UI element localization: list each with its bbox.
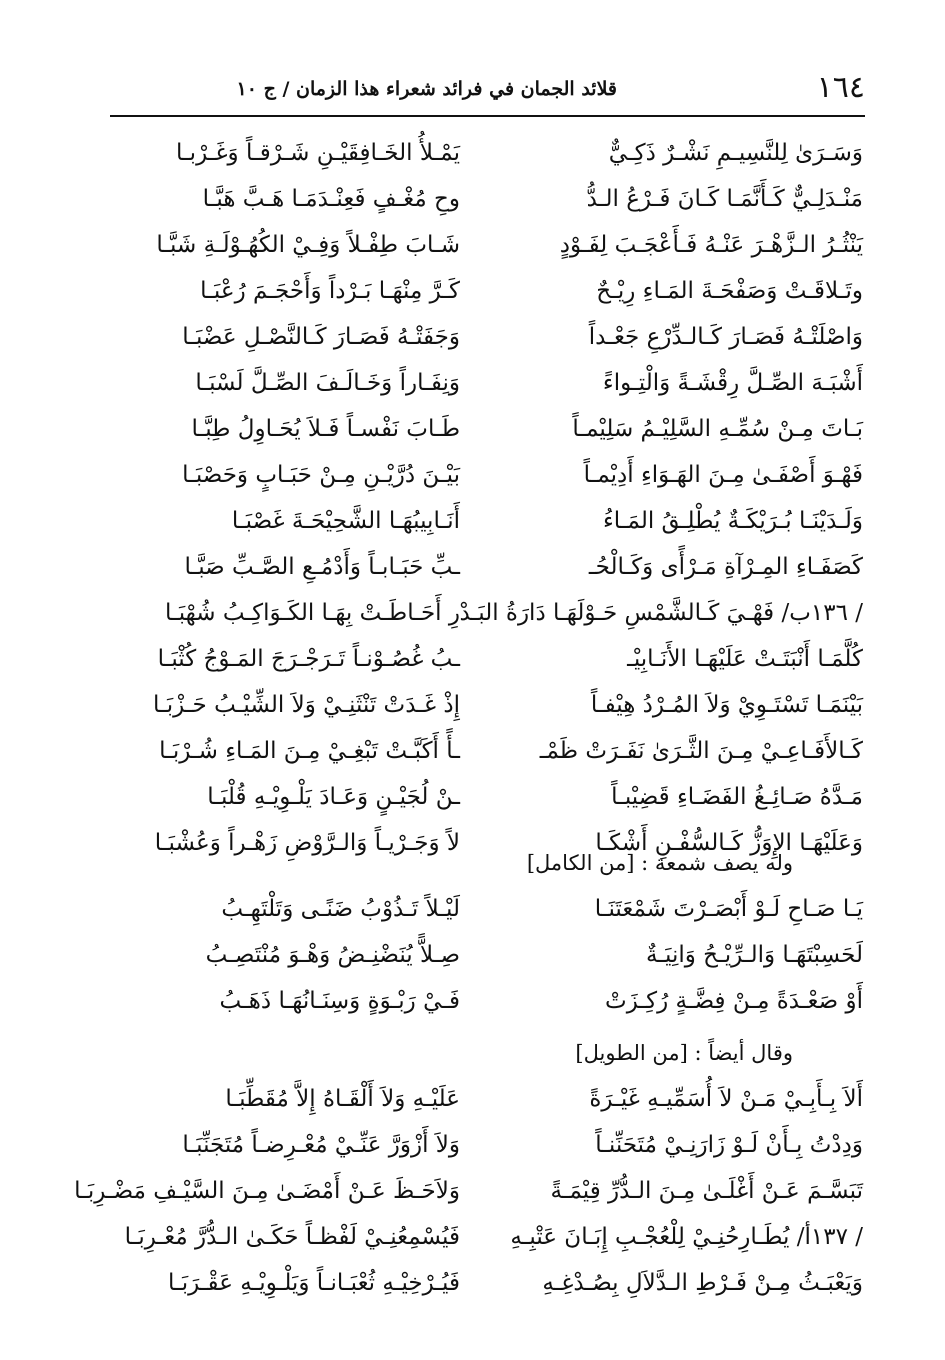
- verse-hemistich: مَنْـدَلِـيٌّ كَـأَنَّمَـا كَـانَ فَـرْعُ الـدُّ: [586, 186, 863, 212]
- verse-hemistich: أَشْبَـهَ الصِّـلَّ رِقْشَـةً وَالْتِـواءً: [602, 370, 863, 396]
- verse-hemistich: أَنَـابِيبُهَـا الشَّحِيْحَـةَ غَصْبَـا: [231, 508, 460, 534]
- verse-hemistich: وَدِدْتُ بِـأَنْ لَـوْ زَارَنِـيْ مُتَحَنِّنـاً: [595, 1132, 863, 1158]
- verse-hemistich: ـبُ غُصُـوْنـاً تَـرَجْـرَجَ المَـوْجُ كُثْبَـا: [157, 646, 460, 672]
- page-number: ١٦٤: [816, 70, 865, 105]
- verse-hemistich: وَجَفَتْـهُ فَصَـارَ كَـالنَّصْـلِ عَضْبَـا: [182, 324, 460, 350]
- verse-hemistich: أَلاَ بِـأَبِـيْ مَـنْ لاَ أُسَمِّيـهِ غَيْـرَةً: [589, 1086, 863, 1112]
- verse-hemistich: ـنْ لُجَيْـنٍ وَعَـادَ يَلْـوِيْـهِ قُلْبَـا: [207, 784, 460, 810]
- verse-hemistich: لَحَسِبْتَهَـا وَالـرِّيْـحُ وَانِيَـةٌ: [645, 942, 863, 968]
- verse-hemistich: أَوْ صَعْـدَةً مِـنْ فِضَّـةٍ رُكِـزَتْ: [605, 988, 863, 1014]
- verse-hemistich: لَيْـلاً تَـذُوْبُ ضَنًـى وَتَلْتَهِـبُ: [221, 896, 460, 922]
- verse-hemistich: عَلَيْـهِ وَلاَ أَلْقَـاهُ إِلاَّ مُقَطِّبَـا: [225, 1086, 460, 1112]
- verse-hemistich: يَنْثُـرُ الـزَّهْـرَ عَنْـهُ فَـأَعْجَـبَ لِفَـوْدٍ: [559, 232, 863, 258]
- verse-hemistich: إِذْ غَـدَتْ تَنْثَنِـيْ وَلاَ الشِّيْـبُ حَـزْبَـا: [152, 692, 460, 718]
- verse-hemistich: وَسَـرَىٰ لِلنَّسِيـمِ نَشْـرٌ ذَكِـيٌّ: [608, 140, 863, 166]
- verse-hemistich-folio-marker: / ١٣٦ب/ فَهْـيَ كَـالشَّمْسِ حَـوْلَهَـا دَارَةُ البَـدْ: [459, 600, 863, 626]
- verse-hemistich: فَيُسْمِعُنِـيْ لَفْظـاً حَكَـىٰ الـدُّرَّ مُعْـرِبَـا: [124, 1224, 460, 1250]
- verse-hemistich: فَيُـرْخِيْـهِ ثُعْبَـانـاً وَيَلْـوِيْـهِ عَقْـرَبَـا: [167, 1270, 460, 1296]
- running-title: قلائد الجمان في فرائد شعراء هذا الزمان / ج ١٠: [236, 78, 617, 100]
- verse-hemistich: يَـا صَـاحِ لَـوْ أَبْصَـرْتَ شَمْعَتَنَـا: [594, 896, 863, 922]
- verse-hemistich: وَلاَ أَزْوَرَّ عَنِّـيْ مُعْـرِضـاً مُتَجَنِّبَـا: [182, 1132, 460, 1158]
- poem1-left-column: [110, 130, 460, 866]
- section-note-candle: وله يصف شمعة : [من الكامل]: [526, 851, 793, 875]
- section-note-tawil: وقال أيضاً : [من الطويل]: [575, 1041, 793, 1065]
- verse-hemistich-folio-marker: / ١٣٧أ/ يُطَـارِحُنِـيْ لِلْعُجْـبِ إِبَـانَ عَتْبِـهِ: [510, 1224, 863, 1250]
- verse-hemistich: صِـلاًّ يُنَضْنِـضُ وَهْـوَ مُنْتَصِـبُ: [205, 942, 460, 968]
- verse-hemistich: بَـاتَ مِـنْ سُمِّـهِ السَّلِيْـمُ سَلِيْمـاً: [572, 416, 863, 442]
- verse-hemistich: وَلَـدَيْنَـا بُـرَيْكَـةٌ يُطْلِـقُ المَـاءُ: [602, 508, 863, 534]
- verse-hemistich: لاً وَجَـرْيـاً وَالـرَّوْضِ زَهْـراً وَعُشْبَـا: [154, 830, 460, 856]
- verse-hemistich: مَـدَّهُ صَـائِـغُ الفَضَـاءِ قَضِيْبـاً: [611, 784, 863, 810]
- verse-hemistich: كَصَفَـاءِ المِـرْآةِ مَـرْأًى وَكَـالْحُـ: [588, 554, 863, 580]
- verse-hemistich: تَبَسَّـمَ عَـنْ أَغْلَـىٰ مِـنَ الـدُّرِّ قِيْمَـةً: [550, 1178, 863, 1204]
- poem3-right-column: [510, 1030, 863, 1306]
- verse-hemistich: فَـيْ رَبْـوَةٍ وَسِنَـانُهَـا ذَهَـبُ: [219, 988, 460, 1014]
- verse-hemistich: فَهْـوَ أَصْفَـىٰ مِـنَ الهَـوَاءِ أَدِيْمـاً: [583, 462, 863, 488]
- verse-hemistich: وَلاَحَـظَ عَـنْ أَمْضَـىٰ مِـنَ السَّيْـفِ مَضْـرِبَـا: [74, 1178, 460, 1204]
- verse-hemistich: بَيْنَمَـا تَسْتَـوِيْ وَلاَ المُـرْدُ هِيْفـاً: [590, 692, 863, 718]
- poem1-right-column: [459, 130, 863, 866]
- verse-hemistich: كُلَّمَـا أَنْبَتَـتْ عَلَيْهَـا الأَنَـابِيْـ: [627, 646, 863, 672]
- verse-hemistich: كَـالأَفَـاعِـيْ مِـنَ الثَّـرَىٰ نَفَـرَتْ ظَمْـ: [539, 738, 863, 764]
- verse-hemistich: كَـرَّ مِنْهَـا بَـرْداً وَأَحْجَـمَ رُعْبَـا: [200, 278, 460, 304]
- poem3-left-column: [74, 1076, 460, 1306]
- verse-hemistich: ـبِّ حَبَـابـاً وَأَدْمُـعِ الصَّـبِّ صَبَّـا: [184, 554, 460, 580]
- verse-hemistich: يَمْـلأُ الخَـافِقَيْـنِ شَـرْقـاً وَغَـرْبـا: [175, 140, 460, 166]
- header-rule: [110, 115, 865, 117]
- verse-hemistich: شَـابَ طِفْـلاً وَفِـيْ الكُهُـوْلَـةِ شَبَّـا: [156, 232, 460, 258]
- poem2-right-column: [513, 840, 863, 1024]
- verse-hemistich: طَـابَ نَفْسـاً فَـلاَ يُحَـاوِلُ طِبَّـا: [191, 416, 460, 442]
- poem2-left-column: [110, 886, 460, 1024]
- verse-hemistich: رِ أَحَـاطَـتْ بِهَـا الكَـوَاكِـبُ شُهْبَـا: [164, 600, 460, 626]
- verse-hemistich: وحِ مُغْـفٍ فَعِنْـدَمَـا هَـبَّ هَبَّـا: [202, 186, 460, 212]
- verse-hemistich: ـأً أَكَبَّـتْ تَبْغِـيْ مِـنَ المَـاءِ شُـرْبَـا: [159, 738, 460, 764]
- page-header: [110, 70, 865, 110]
- verse-hemistich: بَيْـنَ دُرَّيْـنِ مِـنْ حَبَـابٍ وَحَصْبَـا: [182, 462, 460, 488]
- verse-hemistich: وَعَلَيْهَـا الإِوَزُّ كَـالسُّفْـنِ أَشْكَـا: [595, 830, 863, 856]
- verse-hemistich: وتَـلاقَـتْ وَصَفْحَـةَ المَـاءِ رِيْـحٌ: [596, 278, 863, 304]
- verse-hemistich: وَيَعْبَـثُ مِـنْ فَـرْطِ الـدَّلاَلِ بِصُـدْغِـهِ: [542, 1270, 863, 1296]
- verse-hemistich: وَنِفَـاراً وَخَـالَـفَ الصِّـلَّ لَسْبَـا: [195, 370, 460, 396]
- verse-hemistich: وَاصْلَتْـهُ فَصَـارَ كَـالـدِّرْعِ جَعْـداً: [588, 324, 863, 350]
